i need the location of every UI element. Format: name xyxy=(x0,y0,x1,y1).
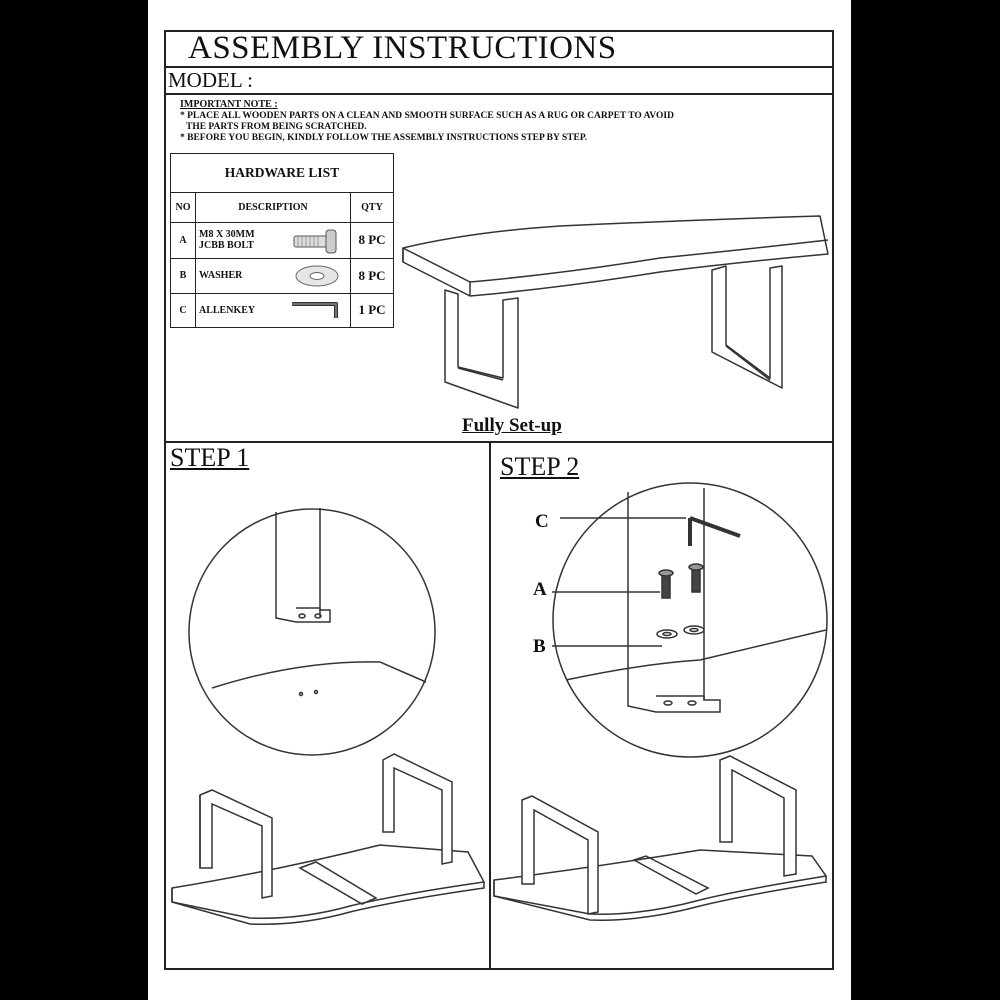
document-title: ASSEMBLY INSTRUCTIONS xyxy=(188,30,617,66)
item-desc-line2: JCBB BOLT xyxy=(199,240,254,252)
step-2-label: STEP 2 xyxy=(500,452,580,481)
item-qty: 1 PC xyxy=(351,293,394,327)
note-line: THE PARTS FROM BEING SCRATCHED. xyxy=(186,122,367,132)
item-desc-line1: WASHER xyxy=(199,270,243,282)
item-no: C xyxy=(171,293,196,327)
steps-divider xyxy=(164,441,834,443)
table-row xyxy=(171,222,394,258)
item-desc-line1: ALLENKEY xyxy=(199,304,256,316)
hardware-list-title: HARDWARE LIST xyxy=(171,154,394,193)
step-1-label: STEP 1 xyxy=(170,443,250,472)
item-desc-line1: M8 X 30MM xyxy=(199,229,255,241)
item-no: B xyxy=(171,259,196,293)
column-header-description: DESCRIPTION xyxy=(196,193,351,222)
table-row xyxy=(171,293,394,327)
column-header-no: NO xyxy=(171,193,196,222)
washer-icon xyxy=(294,264,340,288)
note-line: * BEFORE YOU BEGIN, KINDLY FOLLOW THE ASSEMBLY INSTRUCTIONS STEP BY STEP. xyxy=(180,133,588,143)
item-description xyxy=(196,293,351,327)
model-label: MODEL : xyxy=(168,68,253,92)
model-divider xyxy=(164,93,834,95)
item-qty: 8 PC xyxy=(351,222,394,258)
item-description xyxy=(196,259,351,293)
important-note-heading: IMPORTANT NOTE : xyxy=(180,99,278,110)
callout-b: B xyxy=(533,636,546,657)
callout-a: A xyxy=(533,579,547,600)
column-header-qty: QTY xyxy=(351,193,394,222)
step-column-divider xyxy=(489,441,491,970)
overview-caption: Fully Set-up xyxy=(462,415,562,436)
bolt-icon xyxy=(292,229,342,253)
item-description xyxy=(196,222,351,258)
allen-key-icon xyxy=(290,299,342,321)
item-qty: 8 PC xyxy=(351,259,394,293)
item-no: A xyxy=(171,222,196,258)
table-row xyxy=(171,259,394,293)
callout-c: C xyxy=(535,511,549,532)
note-line: * PLACE ALL WOODEN PARTS ON A CLEAN AND SMOOTH SURFACE SUCH AS A RUG OR CARPET TO AVOID xyxy=(180,111,674,121)
title-divider xyxy=(164,66,834,68)
hardware-list-table xyxy=(170,153,394,328)
